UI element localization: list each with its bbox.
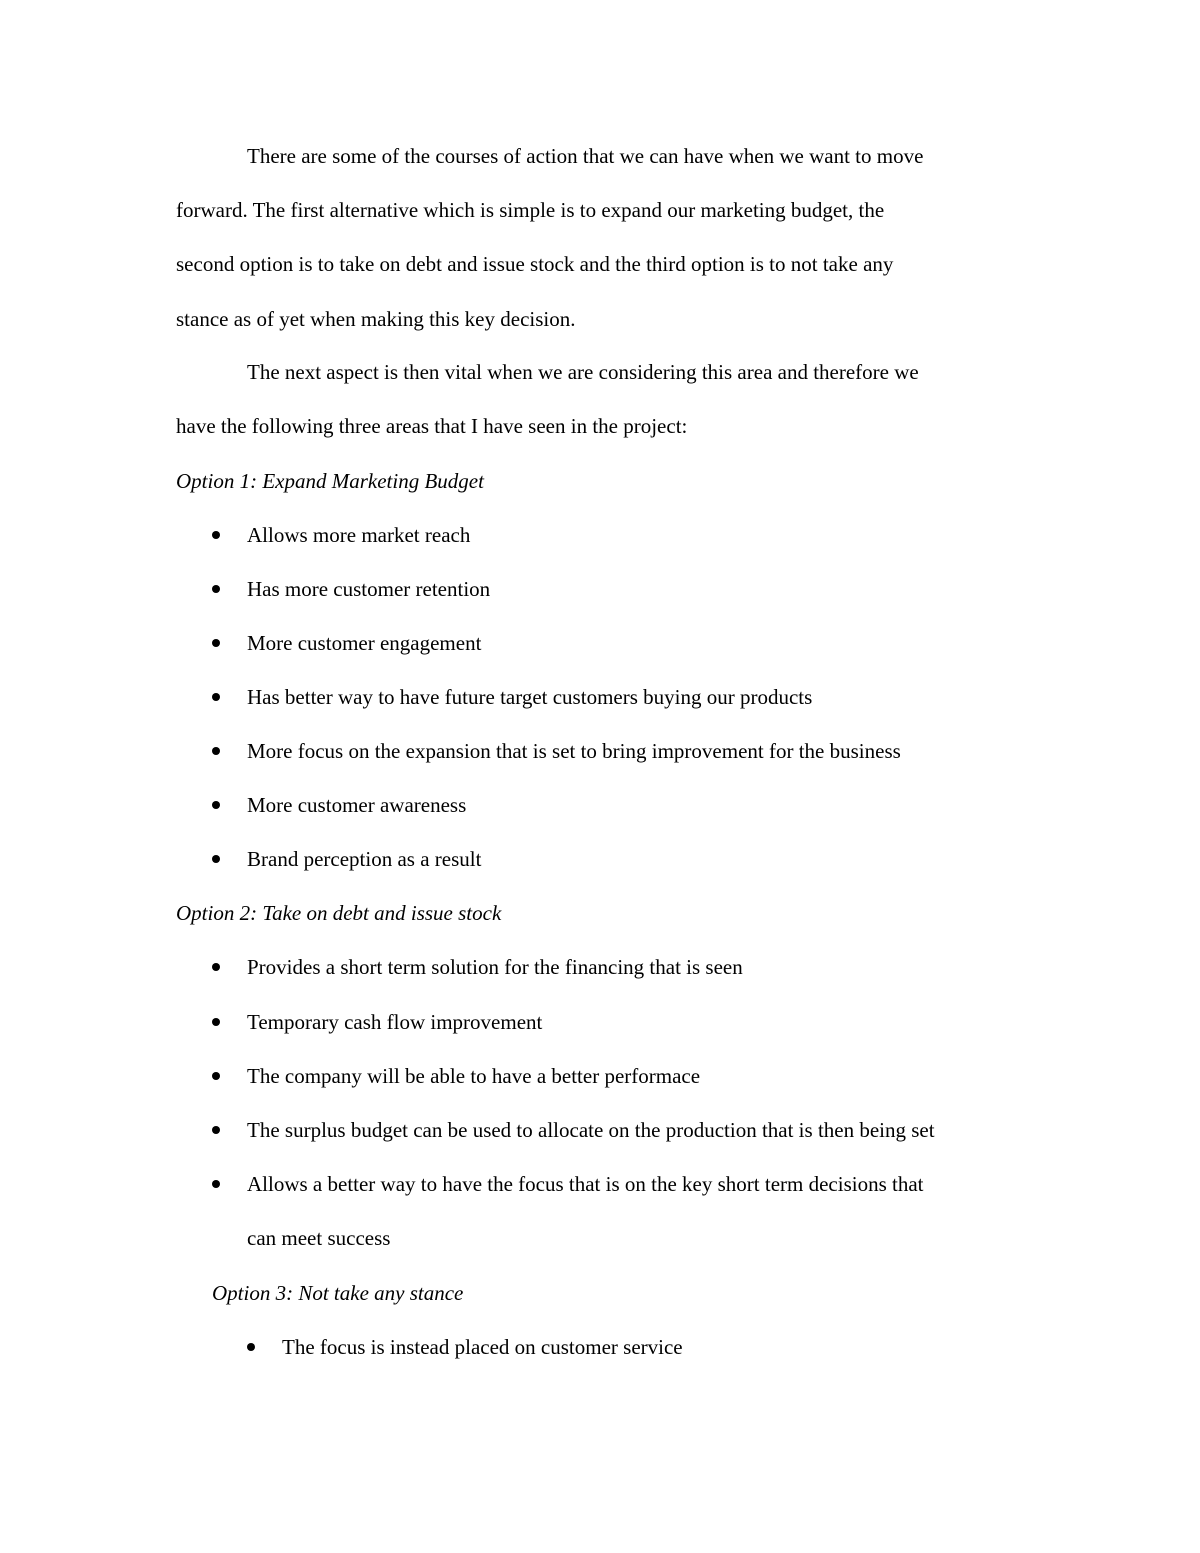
option-1-bullet-5: More focus on the expansion that is set to bring improvement for the business <box>247 739 901 763</box>
bullet-icon <box>212 1072 220 1080</box>
option-1-heading: Option 1: Expand Marketing Budget <box>176 469 484 493</box>
option-3-bullet-1: The focus is instead placed on customer service <box>282 1335 683 1359</box>
option-3-heading: Option 3: Not take any stance <box>212 1281 464 1305</box>
option-2-bullet-3: The company will be able to have a better performace <box>247 1064 701 1088</box>
bullet-icon <box>212 585 220 593</box>
option-2-bullet-4: The surplus budget can be used to allocate on the production that is then being set <box>247 1118 935 1142</box>
bullet-icon <box>247 1343 255 1351</box>
bullet-icon <box>212 1180 220 1188</box>
option-2-bullet-5-continuation: can meet success <box>247 1226 391 1250</box>
option-2-bullet-5: Allows a better way to have the focus that is on the key short term decisions that <box>247 1172 924 1196</box>
bullet-icon <box>212 747 220 755</box>
option-1-bullet-4: Has better way to have future target customers buying our products <box>247 685 813 709</box>
option-1-bullet-6: More customer awareness <box>247 793 467 817</box>
option-1-bullet-2: Has more customer retention <box>247 577 491 601</box>
paragraph-2-line-1: The next aspect is then vital when we are considering this area and therefore we <box>247 360 919 384</box>
option-2-bullet-2: Temporary cash flow improvement <box>247 1010 543 1034</box>
bullet-icon <box>212 963 220 971</box>
paragraph-1-line-4: stance as of yet when making this key decision. <box>176 307 576 331</box>
option-2-bullet-1: Provides a short term solution for the financing that is seen <box>247 955 743 979</box>
bullet-icon <box>212 1018 220 1026</box>
bullet-icon <box>212 639 220 647</box>
paragraph-1-line-2: forward. The first alternative which is simple is to expand our marketing budget, the <box>176 198 885 222</box>
paragraph-1-line-3: second option is to take on debt and issue stock and the third option is to not take any <box>176 252 894 276</box>
option-1-bullet-3: More customer engagement <box>247 631 482 655</box>
bullet-icon <box>212 801 220 809</box>
bullet-icon <box>212 1126 220 1134</box>
bullet-icon <box>212 855 220 863</box>
bullet-icon <box>212 531 220 539</box>
paragraph-2-line-2: have the following three areas that I have seen in the project: <box>176 414 688 438</box>
paragraph-1-line-1: There are some of the courses of action that we can have when we want to move <box>247 144 924 168</box>
option-1-bullet-1: Allows more market reach <box>247 523 471 547</box>
bullet-icon <box>212 693 220 701</box>
option-2-heading: Option 2: Take on debt and issue stock <box>176 901 502 925</box>
option-1-bullet-7: Brand perception as a result <box>247 847 482 871</box>
